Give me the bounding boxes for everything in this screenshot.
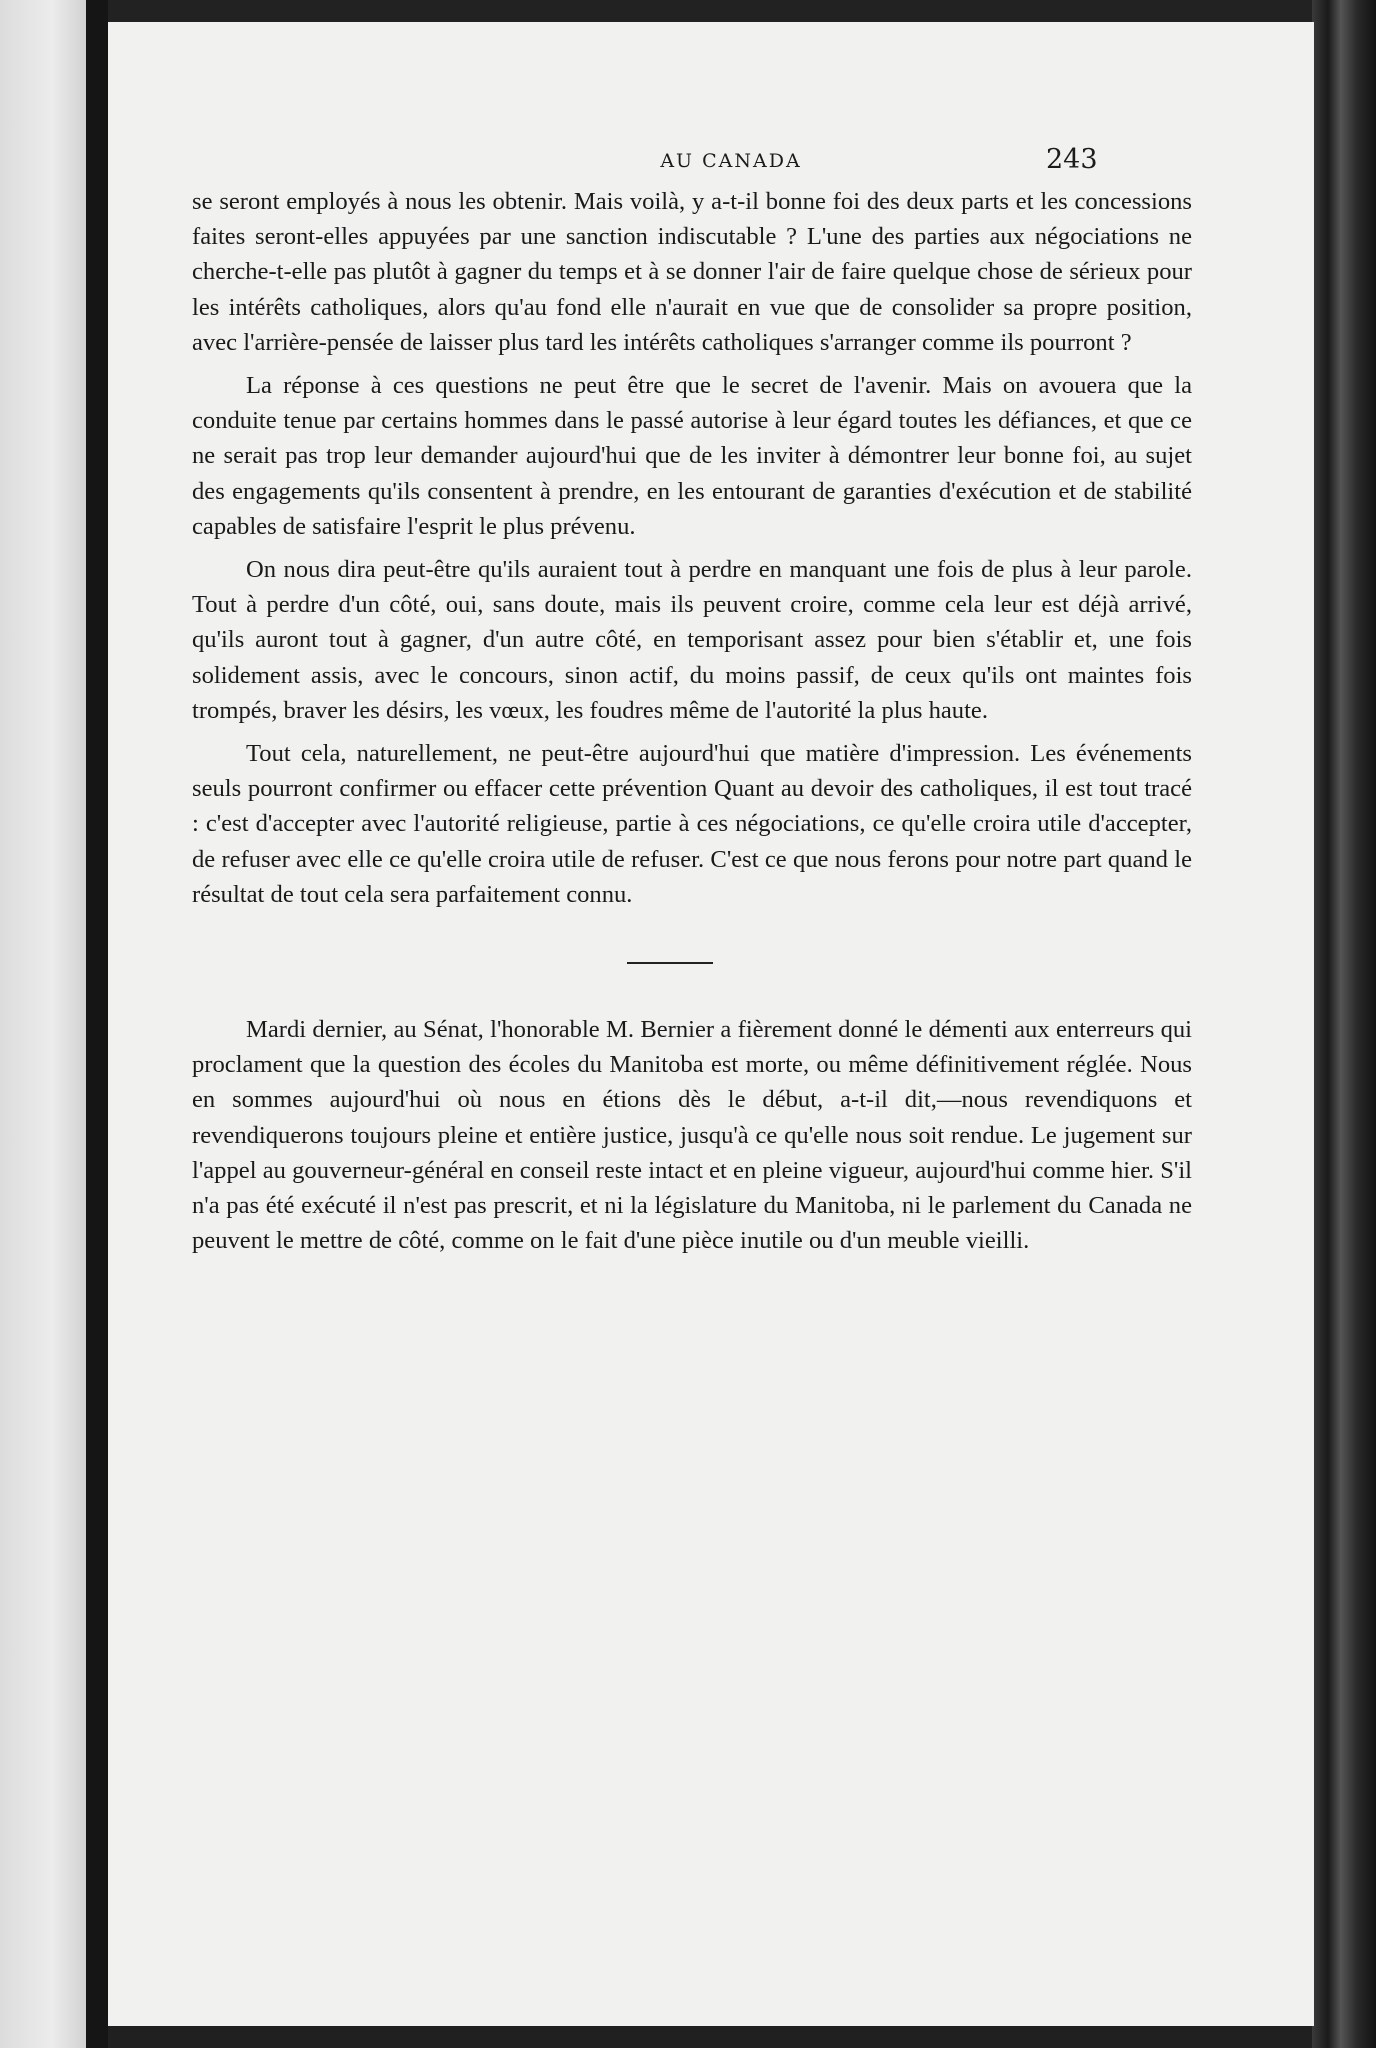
paragraph: On nous dira peut-être qu'ils auraient tout à perdre en manquant une fois de plus à leur parole. Tout à perdre d'un côté, oui, sans doute, mais ils peuvent croire, comme cela leur est déjà arrivé, qu'ils auront tout à gagner, d'un autre côté, en temporisant assez pour bien s'établir et, une fois solidement assis, avec le concours, sinon actif, du moins passif, de ceux qu'ils ont maintes fois trompés, braver les désirs, les vœux, les foudres même de l'autorité la plus haute. bbox=[192, 556, 1192, 724]
paragraph: La réponse à ces questions ne peut être que le secret de l'avenir. Mais on avouera que la conduite tenue par certains hommes dans le passé autorise à leur égard toutes les défiances, et que ce ne serait pas trop leur demander aujourd'hui que de les inviter à démontrer leur bonne foi, au sujet des engagements qu'ils consentent à prendre, en les entourant de garanties d'exécution et de stabilité capables de satisfaire l'esprit le plus prévenu. bbox=[192, 372, 1192, 540]
scan-right-edge bbox=[1312, 0, 1376, 2048]
running-head: AU CANADA bbox=[660, 150, 802, 172]
page-body bbox=[192, 184, 1192, 1266]
scan-binding-shadow bbox=[86, 0, 108, 2048]
page-number: 243 bbox=[1046, 144, 1098, 175]
section-divider bbox=[627, 962, 713, 964]
scan-left-margin bbox=[0, 0, 86, 2048]
paragraph-continued: se seront employés à nous les obtenir. Mais voilà, y a-t-il bonne foi des deux parts et les concessions faites seront-elles appuyées par une sanction indiscutable ? L'une des parties aux négociations ne cherche-t-elle pas plutôt à gagner du temps et à se donner l'air de faire quelque chose de sérieux pour les intérêts catholiques, alors qu'au fond elle n'aurait en vue que de consolider sa propre position, avec l'arrière-pensée de laisser plus tard les intérêts catholiques s'arranger comme ils pourront ? bbox=[192, 188, 1192, 356]
book-page bbox=[108, 22, 1314, 2026]
paragraph: Mardi dernier, au Sénat, l'honorable M. Bernier a fièrement donné le démenti aux enterreurs qui proclament que la question des écoles du Manitoba est morte, ou même définitivement réglée. Nous en sommes aujourd'hui où nous en étions dès le début, a-t-il dit,—nous revendiquons et revendiquerons toujours pleine et entière justice, jusqu'à ce qu'elle nous soit rendue. Le jugement sur l'appel au gouverneur-général en conseil reste intact et en pleine vigueur, aujourd'hui comme hier. S'il n'a pas été exécuté il n'est pas prescrit, et ni la législature du Manitoba, ni le parlement du Canada ne peuvent le mettre de côté, comme on le fait d'une pièce inutile ou d'un meuble vieilli. bbox=[192, 1016, 1192, 1255]
paragraph: Tout cela, naturellement, ne peut-être aujourd'hui que matière d'impression. Les événements seuls pourront confirmer ou effacer cette prévention Quant au devoir des catholiques, il est tout tracé : c'est d'accepter avec l'autorité religieuse, partie à ces négociations, ce qu'elle croira utile d'accepter, de refuser avec elle ce qu'elle croira utile de refuser. C'est ce que nous ferons pour notre part quand le résultat de tout cela sera parfaitement connu. bbox=[192, 740, 1192, 908]
